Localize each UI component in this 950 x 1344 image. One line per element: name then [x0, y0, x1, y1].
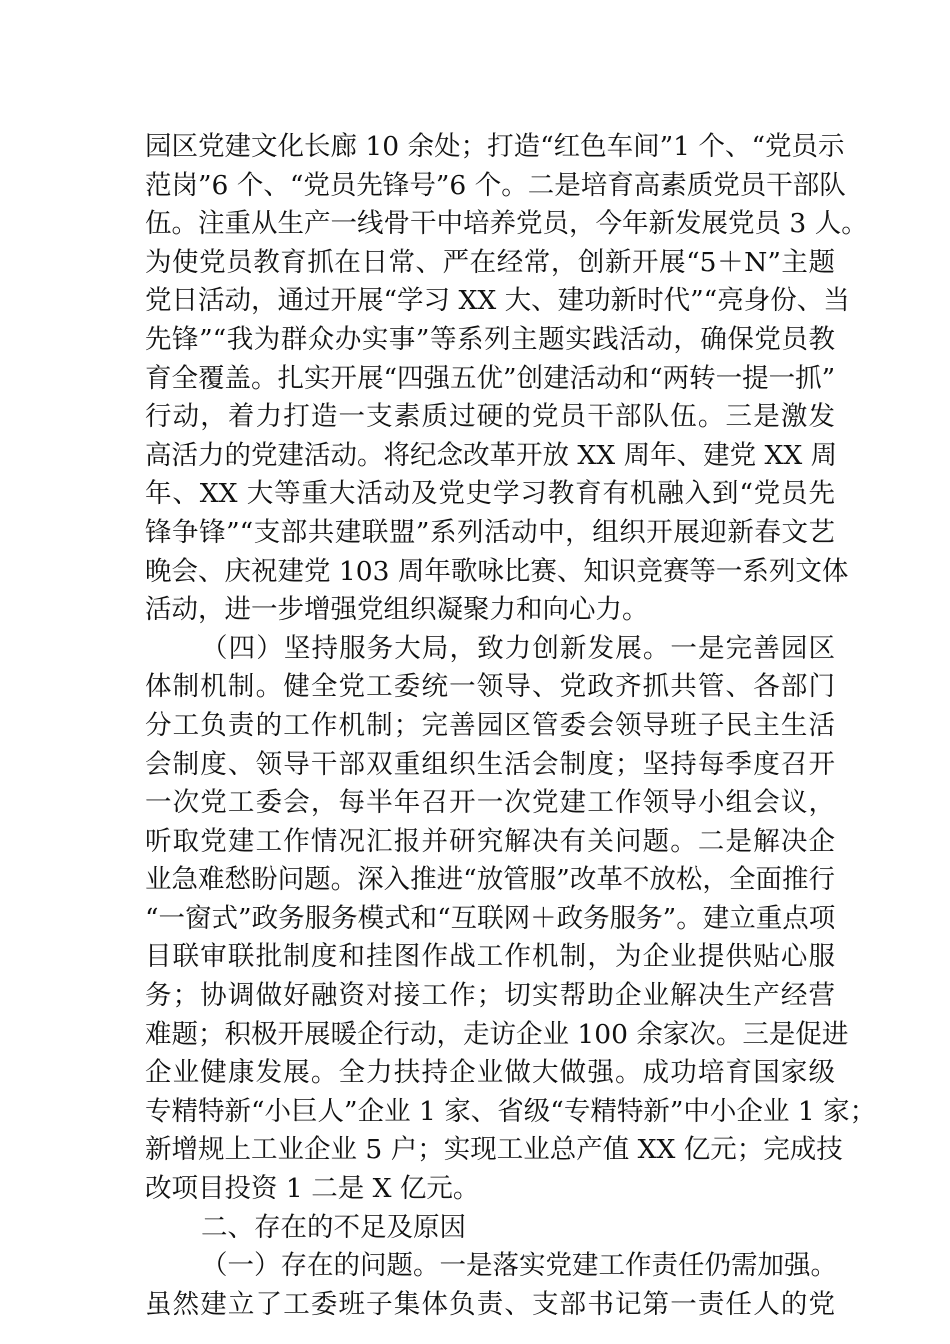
section-heading-line: （四）坚持服务大局，致力创新发展。一是完善园区 [201, 632, 835, 664]
text-line: 目联审联批制度和挂图作战工作机制，为企业提供贴心服 [145, 941, 835, 973]
text-line: 范岗”6 个、“党员先锋号”6 个。二是培育高素质党员干部队 [145, 169, 846, 201]
text-line: 为使党员教育抓在日常、严在经常，创新开展“5＋N”主题 [145, 246, 835, 278]
section-heading-line: （一）存在的问题。一是落实党建工作责任仍需加强。 [201, 1250, 837, 1282]
section-title: 二、存在的不足及原因 [201, 1211, 466, 1243]
text-line: 育全覆盖。扎实开展“四强五优”创建活动和“两转一提一抓” [145, 362, 836, 394]
text-line: 一次党工委会，每半年召开一次党建工作领导小组会议， [145, 787, 835, 819]
text-line: 体制机制。健全党工委统一领导、党政齐抓共管、各部门 [145, 671, 835, 703]
text-line: 晚会、庆祝建党 103 周年歌咏比赛、知识竞赛等一系列文体 [145, 555, 849, 587]
text-line: 高活力的党建活动。将纪念改革开放 XX 周年、建党 XX 周 [145, 439, 838, 471]
text-line: 分工负责的工作机制；完善园区管委会领导班子民主生活 [145, 709, 835, 741]
text-line: 听取党建工作情况汇报并研究解决有关问题。二是解决企 [145, 825, 835, 857]
text-line: 锋争锋”“支部共建联盟”系列活动中，组织开展迎新春文艺 [145, 516, 835, 548]
text-line: 伍。注重从生产一线骨干中培养党员，今年新发展党员 3 人。 [145, 208, 868, 240]
text-line: 园区党建文化长廊 10 余处；打造“红色车间”1 个、“党员示 [145, 131, 845, 162]
text-line: 新增规上工业企业 5 户；实现工业总产值 XX 亿元；完成技 [145, 1134, 843, 1166]
text-line: 活动，进一步增强党组织凝聚力和向心力。 [145, 594, 649, 626]
text-line: 会制度、领导干部双重组织生活会制度；坚持每季度召开 [145, 748, 835, 780]
text-line: 年、XX 大等重大活动及党史学习教育有机融入到“党员先 [145, 478, 835, 510]
text-line: 党日活动，通过开展“学习 XX 大、建功新时代”“亮身份、当 [145, 285, 850, 317]
text-line: 业急难愁盼问题。深入推进“放管服”改革不放松，全面推行 [145, 864, 835, 896]
document-body [145, 128, 877, 1324]
text-line: 务；协调做好融资对接工作；切实帮助企业解决生产经营 [145, 980, 835, 1012]
text-line: 虽然建立了工委班子集体负责、支部书记第一责任人的党 [145, 1288, 835, 1320]
text-line: 改项目投资 1 二是 X 亿元。 [145, 1173, 480, 1205]
text-line: “一窗式”政务服务模式和“互联网＋政务服务”。建立重点项 [145, 902, 836, 934]
text-line: 先锋”“我为群众办实事”等系列主题实践活动，确保党员教 [145, 323, 835, 355]
text-line: 专精特新“小巨人”企业 1 家、省级“专精特新”中小企业 1 家； [145, 1095, 877, 1127]
text-line: 难题；积极开展暖企行动，走访企业 100 余家次。三是促进 [145, 1018, 849, 1050]
text-line: 企业健康发展。全力扶持企业做大做强。成功培育国家级 [145, 1057, 835, 1089]
text-line: 行动，着力打造一支素质过硬的党员干部队伍。三是激发 [145, 401, 835, 433]
